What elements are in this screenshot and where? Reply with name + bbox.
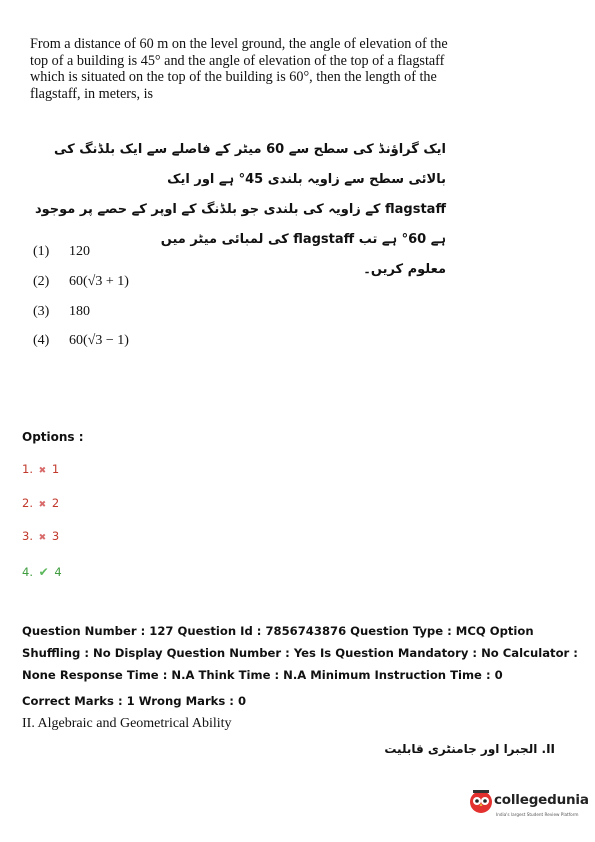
question-text-english: From a distance of 60 m on the level ground, the angle of elevation of the top of a building is 45° and the angle of elevation of the top of a flagstaff which is situated on the top of the building is 60°, then the length of the flagstaff, in meters, is: [30, 36, 448, 102]
check-icon: ✔: [38, 565, 49, 579]
choice-index: 4.: [22, 565, 33, 579]
answer-option-3: [33, 304, 90, 320]
section-title-urdu: II. الجبرا اور جامنٹری قابلیت: [384, 742, 555, 756]
marks-info: Correct Marks : 1 Wrong Marks : 0: [22, 694, 247, 708]
choice-1: [22, 462, 59, 476]
owl-icon: [468, 788, 494, 814]
choice-value: 2: [51, 496, 60, 510]
answer-number: (3): [33, 304, 50, 319]
logo-tagline: India's largest Student Review Platform: [496, 812, 579, 817]
cross-icon: ✖: [38, 533, 47, 543]
question-text-urdu: [28, 135, 446, 285]
logo-name: collegedunia: [494, 792, 589, 808]
answer-text: 180: [69, 304, 90, 319]
choice-2: [22, 496, 59, 510]
choice-value: 1: [51, 462, 60, 476]
collegedunia-logo: [468, 784, 589, 830]
urdu-line: معلوم کریں۔: [363, 262, 446, 277]
answer-text: 60(√3 + 1): [69, 274, 129, 289]
question-metadata: Question Number : 127 Question Id : 7856743876 Question Type : MCQ Option Shuffling : No Display Question Number : Yes Is Question Mandatory : No Calculator : None Response Time : N.A Think Time : N.A Minimum Instruction Time : 0: [22, 624, 578, 682]
urdu-line: ایک گراؤنڈ کی سطح سے 60 میٹر کے فاصلے سے ایک بلڈنگ کی بالائی سطح سے زاویہ بلندی 45° ہے اور ایک: [53, 142, 446, 187]
answer-option-4: [33, 333, 129, 349]
answer-option-2: [33, 274, 129, 290]
answer-number: (2): [33, 274, 50, 289]
answer-option-1: [33, 244, 90, 260]
choice-4: [22, 565, 62, 579]
cross-icon: ✖: [38, 500, 47, 510]
answer-number: (1): [33, 244, 50, 259]
section-title-english: II. Algebraic and Geometrical Ability: [22, 716, 232, 731]
choice-index: 1.: [22, 462, 33, 476]
answer-number: (4): [33, 333, 50, 348]
choice-index: 3.: [22, 529, 33, 543]
choice-value: 4: [54, 565, 62, 579]
options-heading: Options :: [22, 430, 84, 444]
choice-index: 2.: [22, 496, 33, 510]
answer-text: 120: [69, 244, 90, 259]
choice-value: 3: [51, 529, 60, 543]
answer-text: 60(√3 − 1): [69, 333, 129, 348]
urdu-line: flagstaff کے زاویہ کی بلندی جو بلڈنگ کے اوپر کے حصے پر موجود ہے 60° ہے تب flagstaff کی لمبائی میٹر میں: [34, 202, 446, 247]
cross-icon: ✖: [38, 466, 47, 476]
choice-3: [22, 529, 59, 543]
